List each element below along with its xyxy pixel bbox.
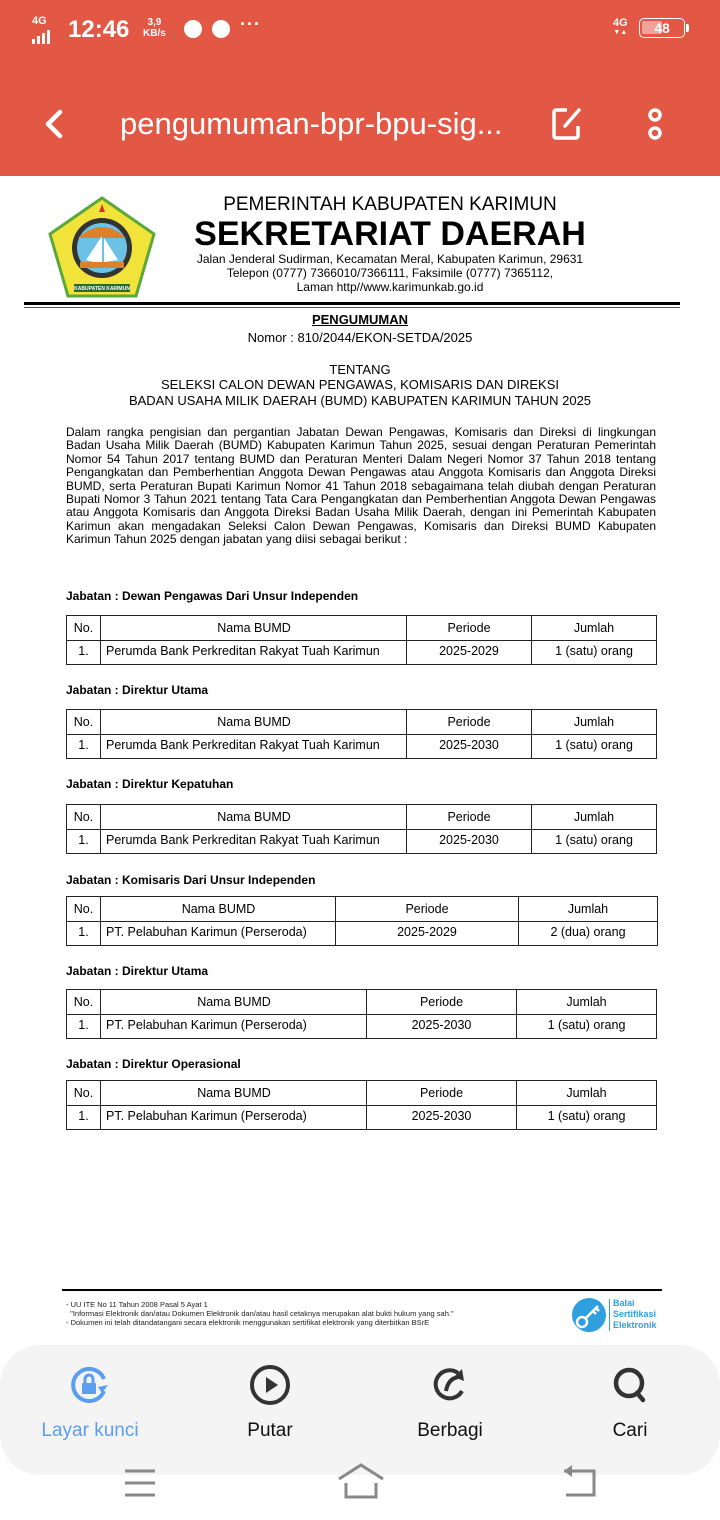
document-title: pengumuman-bpr-bpu-sig...: [120, 106, 503, 141]
position-title: Jabatan : Direktur Utama: [66, 964, 209, 978]
header-name: Nama BUMD: [101, 710, 407, 735]
system-nav-bar: [0, 1475, 720, 1520]
share-button[interactable]: [380, 1363, 520, 1442]
cell-count: 1 (satu) orang: [532, 735, 657, 759]
position-table: [66, 615, 657, 665]
header-no: No.: [67, 616, 101, 641]
play-icon: [248, 1363, 292, 1407]
bsre-line-3: Elektronik: [613, 1320, 657, 1330]
header-period: Periode: [336, 897, 519, 922]
table-row: [67, 1106, 657, 1130]
data-arrows-icon: ▼▲: [613, 29, 628, 36]
play-label: Putar: [247, 1420, 293, 1441]
header-count: Jumlah: [532, 805, 657, 830]
lock-screen-label: Layar kunci: [41, 1420, 139, 1441]
cell-count: 2 (dua) orang: [519, 922, 658, 946]
more-notifications-icon: ···: [240, 14, 261, 34]
about-label: TENTANG: [329, 362, 391, 377]
key-icon: [572, 1298, 606, 1332]
cell-period: 2025-2030: [367, 1106, 517, 1130]
announcement-number: Nomor : 810/2044/EKON-SETDA/2025: [247, 330, 473, 345]
header-no: No.: [67, 990, 101, 1015]
pdf-page: [0, 176, 720, 1346]
letterhead-divider-thin: [24, 307, 680, 308]
header-no: No.: [67, 1081, 101, 1106]
header-count: Jumlah: [532, 710, 657, 735]
footer-line-3: - Dokumen ini telah ditandatangani secara elektronik menggunakan sertifikat elektronik yang diterbitkan BSrE: [66, 1318, 430, 1327]
cell-period: 2025-2029: [407, 641, 532, 665]
signal-icon: [32, 30, 50, 44]
office-name: SEKRETARIAT DAERAH: [194, 215, 586, 253]
header-name: Nama BUMD: [101, 805, 407, 830]
top-bar: [0, 0, 720, 176]
table-row: [67, 735, 657, 759]
cell-period: 2025-2029: [336, 922, 519, 946]
table-row: [67, 641, 657, 665]
cell-no: 1.: [67, 830, 101, 854]
header-no: No.: [67, 710, 101, 735]
cell-period: 2025-2030: [367, 1015, 517, 1039]
position-title: Jabatan : Direktur Kepatuhan: [66, 777, 234, 791]
cell-name: PT. Pelabuhan Karimun (Perseroda): [101, 1106, 367, 1130]
position-table: [66, 804, 657, 854]
header-count: Jumlah: [519, 897, 658, 922]
header-no: No.: [67, 897, 101, 922]
lock-screen-button[interactable]: [20, 1363, 160, 1442]
cell-count: 1 (satu) orang: [532, 641, 657, 665]
intro-paragraph: Dalam rangka pengisian dan pergantian Jabatan Dewan Pengawas, Komisaris dan Direksi di lingkungan Badan Usaha Milik Daerah (BUMD) Kabupaten Karimun Tahun 2025, sesuai dengan Peraturan Pemerintah Nomor 54 Tahun 2017 tentang BUMD dan Peraturan Menteri Dalam Negeri Nomor 37 Tahun 2018 tentang Pengangkatan dan Pemberhentian Anggota Dewan Pengawas atau Anggota Komisaris dan Anggota Direksi BUMD, serta Peraturan Bupati Karimun Nomor 41 Tahun 2018 sebagaimana telah diubah dengan Peraturan Bupati Nomor 3 Tahun 2021 tentang Tata Cara Pengangkatan dan Pemberhentian Anggota Dewan Pengawas atau Anggota Komisaris dan Anggota Direksi Badan Usaha Milik Daerah, dengan ini Pemerintah Kabupaten Karimun akan mengadakan Seleksi Calon Dewan Pengawas, Komisaris dan Direksi BUMD Kabupaten Karimun Tahun 2025 dengan jabatan yang diisi sebagai berikut :: [66, 425, 656, 547]
search-icon: [608, 1363, 652, 1407]
speed-unit: KB/s: [143, 28, 166, 39]
header-period: Periode: [367, 990, 517, 1015]
cell-no: 1.: [67, 1015, 101, 1039]
speedometer-icon: [184, 20, 202, 38]
header-name: Nama BUMD: [101, 1081, 367, 1106]
cell-period: 2025-2030: [407, 830, 532, 854]
bsre-logo: [572, 1296, 664, 1336]
table-row: [67, 1015, 657, 1039]
play-button[interactable]: [200, 1363, 340, 1442]
footer-divider: [62, 1289, 662, 1291]
footer-notes: [66, 1300, 454, 1327]
share-label: Berbagi: [417, 1420, 483, 1441]
bsre-line-2: Sertifikasi: [613, 1309, 657, 1319]
network-type-right: [613, 18, 628, 38]
recent-apps-icon[interactable]: [122, 1465, 158, 1501]
office-website: Laman http//www.karimunkab.go.id: [296, 280, 484, 294]
network-speed: [143, 17, 166, 39]
cell-count: 1 (satu) orang: [517, 1015, 657, 1039]
office-address: Jalan Jenderal Sudirman, Kecamatan Meral, Kabupaten Karimun, 29631: [196, 252, 584, 266]
position-table: [66, 709, 657, 759]
search-button[interactable]: [560, 1363, 700, 1442]
office-phone: Telepon (0777) 7366010/7366111, Faksimile (0777) 7365112,: [226, 266, 554, 280]
footer-line-1: - UU ITE No 11 Tahun 2008 Pasal 5 Ayat 1: [66, 1300, 208, 1309]
action-bar: [0, 1345, 720, 1475]
table-row: [67, 922, 658, 946]
subject-line-2: BADAN USAHA MILIK DAERAH (BUMD) KABUPATEN KARIMUN TAHUN 2025: [128, 393, 592, 408]
header-count: Jumlah: [517, 990, 657, 1015]
back-icon[interactable]: [40, 106, 70, 142]
position-title: Jabatan : Direktur Operasional: [66, 1057, 241, 1071]
header-count: Jumlah: [517, 1081, 657, 1106]
position-title: Jabatan : Komisaris Dari Unsur Independen: [66, 873, 316, 887]
letterhead: [160, 194, 620, 294]
header-period: Periode: [367, 1081, 517, 1106]
cell-no: 1.: [67, 922, 101, 946]
cell-name: Perumda Bank Perkreditan Rakyat Tuah Karimun: [101, 641, 407, 665]
header-period: Periode: [407, 805, 532, 830]
cell-period: 2025-2030: [407, 735, 532, 759]
clock: 12:46: [68, 16, 130, 43]
leaf-icon: [212, 20, 230, 38]
status-bar: [0, 10, 720, 46]
battery-level: 48: [654, 20, 670, 36]
header-count: Jumlah: [532, 616, 657, 641]
network-type-left: 4G: [32, 15, 47, 27]
cell-no: 1.: [67, 735, 101, 759]
cell-name: Perumda Bank Perkreditan Rakyat Tuah Karimun: [101, 735, 407, 759]
cell-no: 1.: [67, 641, 101, 665]
position-title: Jabatan : Direktur Utama: [66, 683, 209, 697]
more-options-icon[interactable]: [640, 102, 670, 146]
cell-count: 1 (satu) orang: [517, 1106, 657, 1130]
back-nav-icon[interactable]: [560, 1463, 600, 1499]
header-name: Nama BUMD: [101, 990, 367, 1015]
position-table: [66, 896, 658, 946]
header-name: Nama BUMD: [101, 897, 336, 922]
letterhead-divider: [24, 302, 680, 305]
subject-line-1: SELEKSI CALON DEWAN PENGAWAS, KOMISARIS DAN DIREKSI: [160, 377, 560, 392]
position-table: [66, 989, 657, 1039]
announcement-heading: PENGUMUMAN: [311, 312, 409, 327]
home-icon[interactable]: [336, 1461, 386, 1501]
cell-no: 1.: [67, 1106, 101, 1130]
edit-icon[interactable]: [550, 106, 584, 142]
footer-line-2: "Informasi Elektronik dan/atau Dokumen Elektronik dan/atau hasil cetaknya merupakan alat bukti hukum yang sah.": [66, 1309, 454, 1318]
lock-rotate-icon: [68, 1363, 112, 1407]
header-name: Nama BUMD: [101, 616, 407, 641]
karimun-emblem-logo: [48, 196, 156, 298]
position-title: Jabatan : Dewan Pengawas Dari Unsur Independen: [66, 589, 359, 603]
header-period: Periode: [407, 710, 532, 735]
government-name: PEMERINTAH KABUPATEN KARIMUN: [223, 194, 557, 215]
bsre-line-1: Balai: [613, 1298, 635, 1308]
search-label: Cari: [612, 1420, 648, 1441]
cell-name: PT. Pelabuhan Karimun (Perseroda): [101, 1015, 367, 1039]
cell-count: 1 (satu) orang: [532, 830, 657, 854]
position-table: [66, 1080, 657, 1130]
cell-name: PT. Pelabuhan Karimun (Perseroda): [101, 922, 336, 946]
table-row: [67, 830, 657, 854]
header-period: Periode: [407, 616, 532, 641]
cell-name: Perumda Bank Perkreditan Rakyat Tuah Karimun: [101, 830, 407, 854]
app-bar: [0, 92, 720, 156]
header-no: No.: [67, 805, 101, 830]
share-icon: [428, 1363, 472, 1407]
network-label: 4G: [613, 17, 628, 29]
battery-icon: [639, 18, 685, 38]
logo-caption: KABUPATEN KARIMUN: [74, 286, 130, 292]
speed-value: 3,9: [147, 17, 162, 28]
